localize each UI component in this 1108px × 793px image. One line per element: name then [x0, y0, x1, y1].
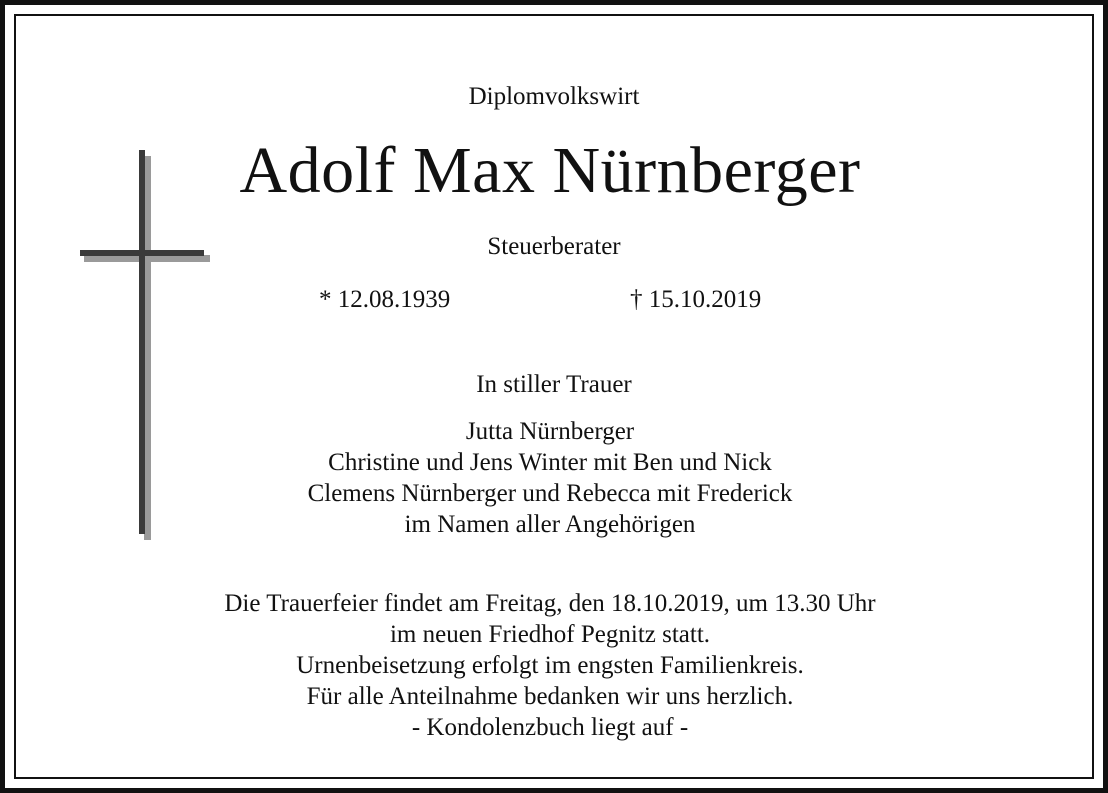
notice-line: - Kondolenzbuch liegt auf - [411, 714, 689, 741]
funeral-notice [0, 588, 1100, 743]
mourners-list [0, 416, 1100, 540]
mourner-line: Clemens Nürnberger und Rebecca mit Frederick [307, 480, 793, 507]
deceased-name: Adolf Max Nürnberger [239, 134, 861, 207]
occupation-title: Steuerberater [487, 233, 621, 260]
death-date: † 15.10.2019 [630, 286, 762, 313]
mourning-heading: In stiller Trauer [476, 371, 632, 398]
mourner-line: Jutta Nürnberger [465, 418, 635, 445]
notice-line: Die Trauerfeier findet am Freitag, den 18.10.2019, um 13.30 Uhr [224, 590, 876, 617]
notice-line: Für alle Anteilnahme bedanken wir uns herzlich. [306, 683, 794, 710]
notice-line: im neuen Friedhof Pegnitz statt. [389, 621, 711, 648]
notice-line: Urnenbeisetzung erfolgt im engsten Familienkreis. [296, 652, 804, 679]
profession-title: Diplomvolkswirt [468, 83, 640, 110]
mourner-line: Christine und Jens Winter mit Ben und Nick [328, 449, 772, 476]
birth-date: * 12.08.1939 [319, 286, 451, 313]
mourner-line: im Namen aller Angehörigen [404, 511, 696, 538]
